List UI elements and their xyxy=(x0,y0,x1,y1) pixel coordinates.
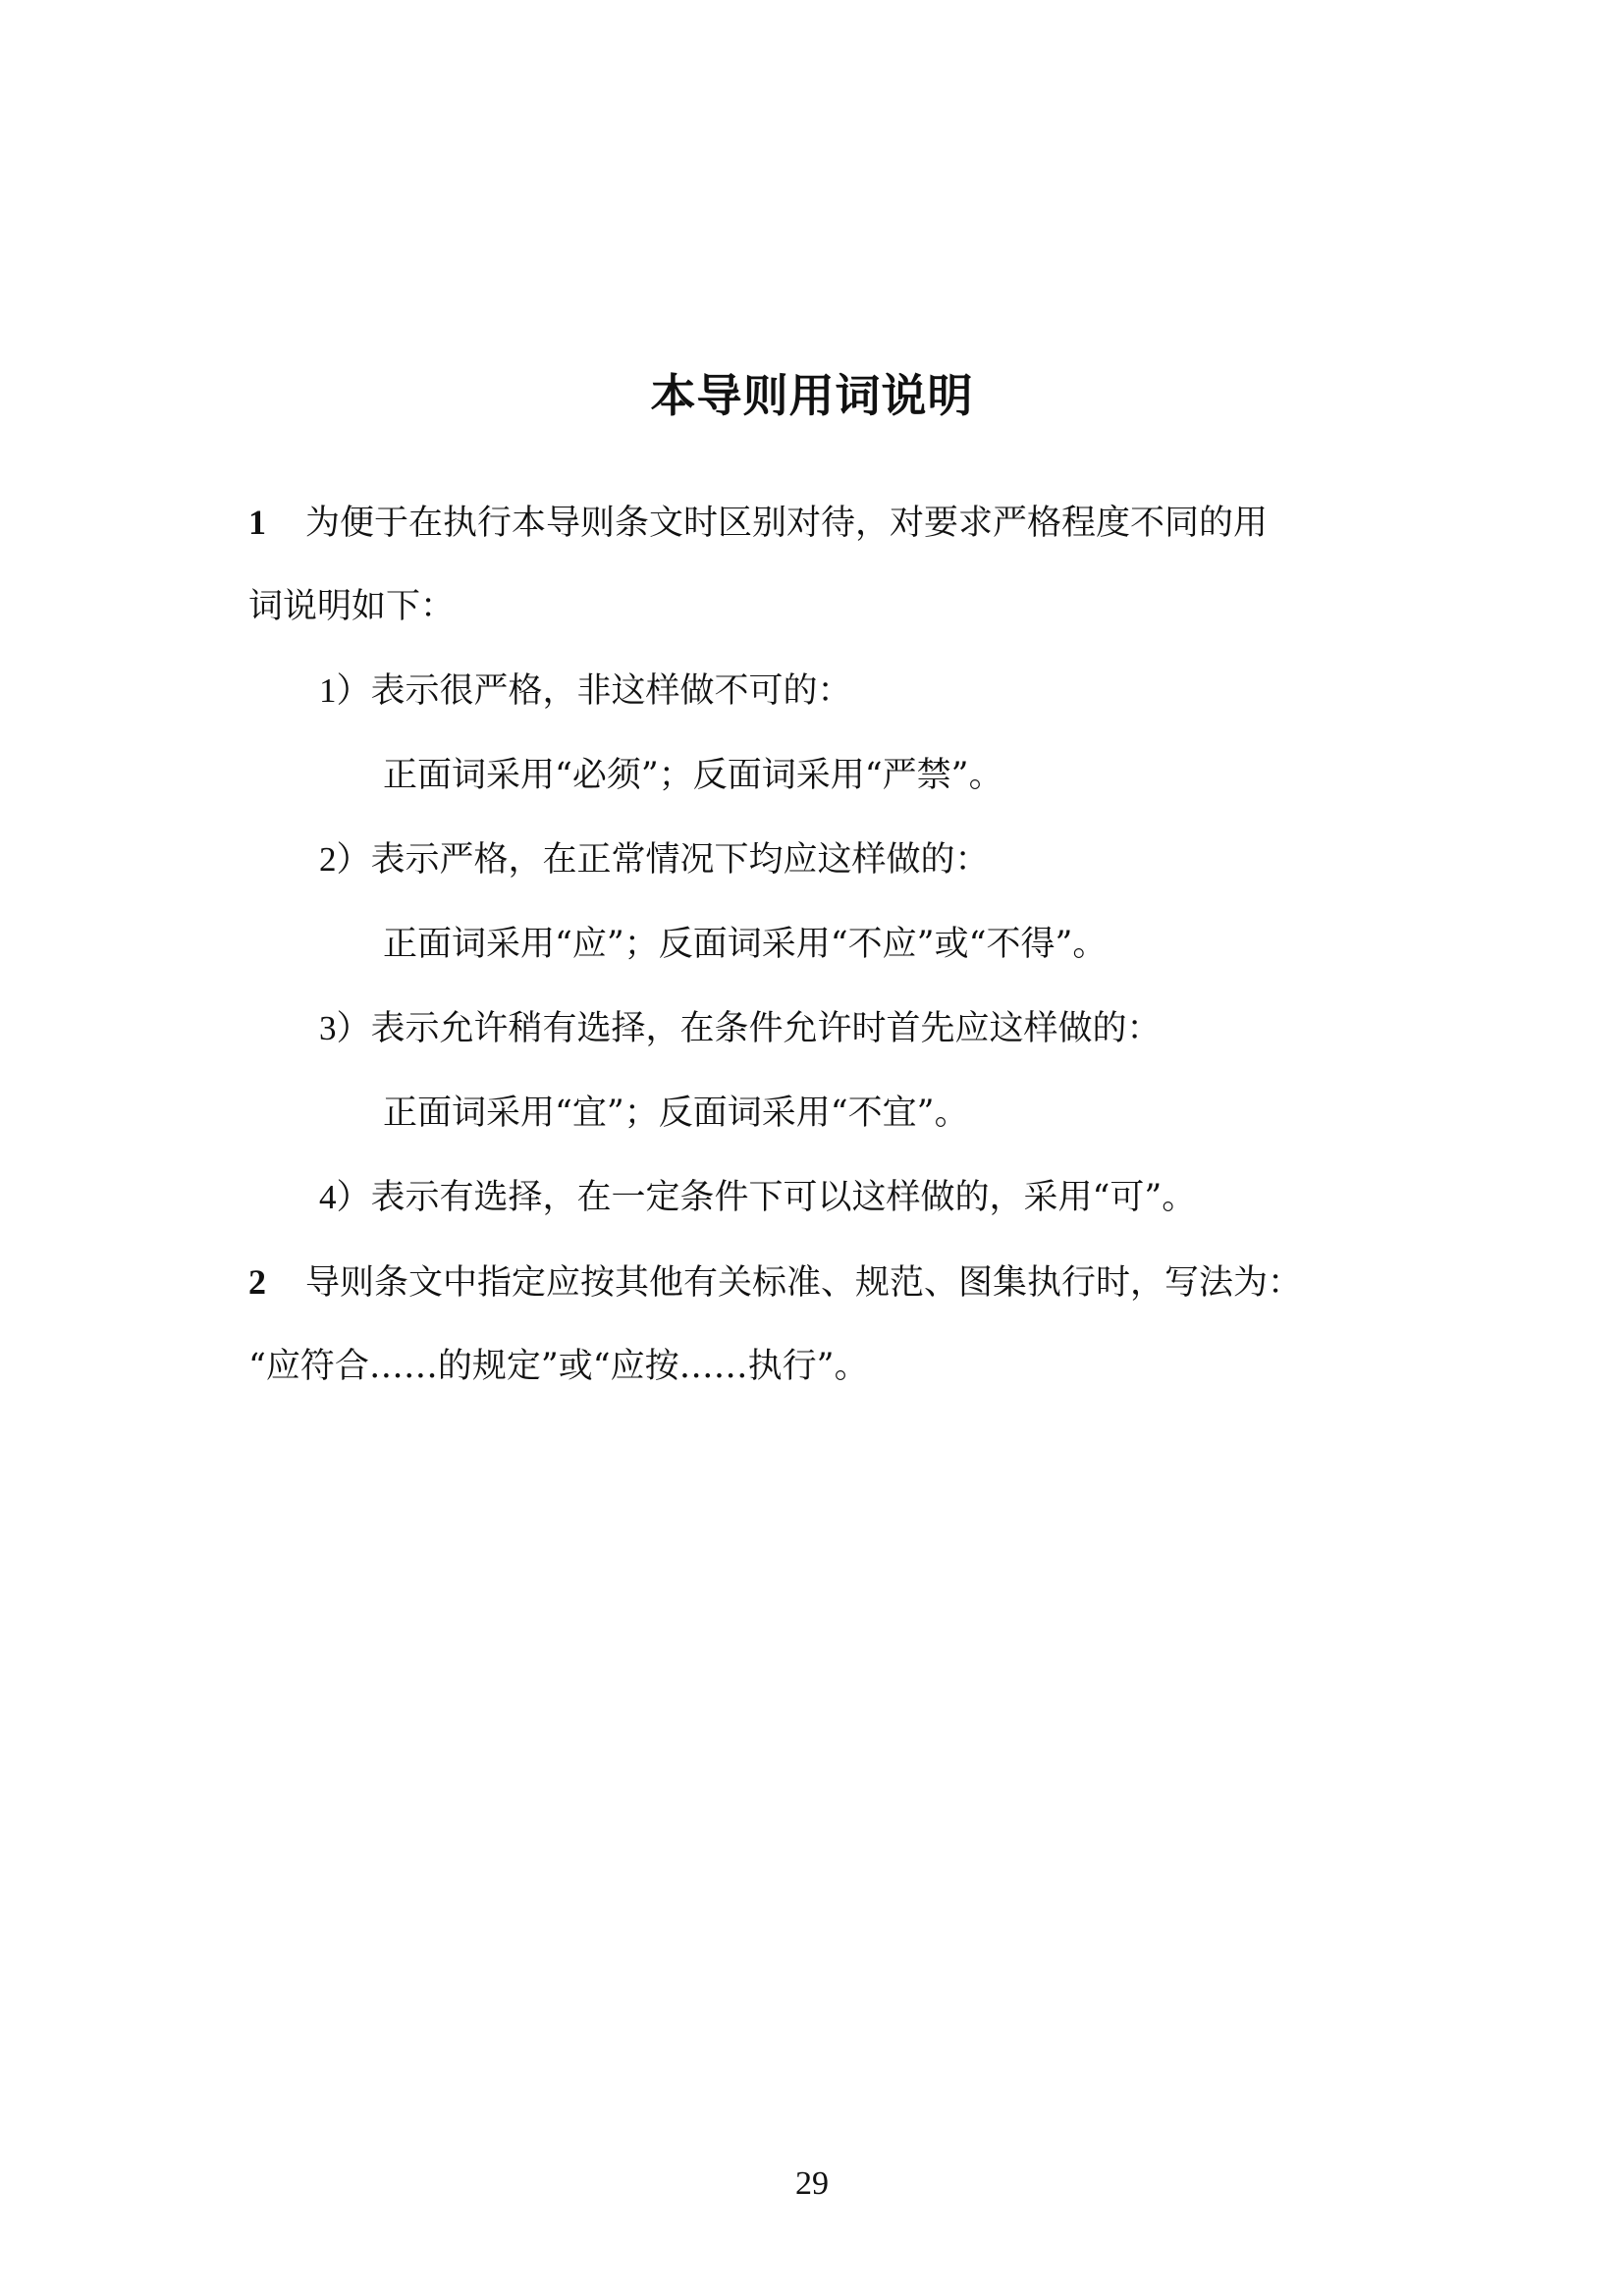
item-1-label: 1） xyxy=(319,671,371,710)
item-1-description-line xyxy=(319,665,852,718)
item-3-description: 表示允许稍有选择，在条件允许时首先应这样做的： xyxy=(370,1009,1162,1048)
item-2-description-line xyxy=(319,833,990,886)
clause-2-text-line-2: “应符合……的规定”或“应按……执行”。 xyxy=(248,1347,869,1386)
clause-1-number: 1 xyxy=(248,503,266,542)
clause-1-text-line-1: 为便于在执行本导则条文时区别对待，对要求严格程度不同的用 xyxy=(305,504,1269,543)
clause-2-line-1 xyxy=(248,1255,1302,1309)
clause-1-line-1 xyxy=(248,496,1268,550)
page-number: 29 xyxy=(795,2165,829,2202)
clause-2-text-line-1: 导则条文中指定应按其他有关标准、规范、图集执行时，写法为： xyxy=(305,1263,1303,1303)
item-3-description-line xyxy=(319,1002,1162,1055)
item-3-label: 3） xyxy=(319,1009,371,1047)
item-2-usage-line xyxy=(383,918,1107,971)
clause-2-line-2 xyxy=(248,1340,869,1393)
clause-1-text-line-2: 词说明如下： xyxy=(248,587,456,626)
item-4-description-line xyxy=(319,1171,1196,1224)
clause-1-line-2 xyxy=(248,580,455,633)
page-title: 本导则用词说明 xyxy=(650,369,974,422)
item-3-usage: 正面词采用“宜”；反面词采用“不宜”。 xyxy=(383,1094,969,1133)
item-1-description: 表示很严格，非这样做不可的： xyxy=(370,671,852,711)
item-2-label: 2） xyxy=(319,840,371,879)
item-1-usage: 正面词采用“必须”；反面词采用“严禁”。 xyxy=(383,756,1003,795)
item-3-usage-line xyxy=(383,1087,969,1140)
item-2-usage: 正面词采用“应”；反面词采用“不应”或“不得”。 xyxy=(383,925,1108,964)
item-1-usage-line xyxy=(383,749,1003,802)
clause-2-number: 2 xyxy=(248,1262,266,1302)
item-4-description: 表示有选择，在一定条件下可以这样做的，采用“可”。 xyxy=(370,1178,1197,1217)
item-4-label: 4） xyxy=(319,1178,371,1216)
item-2-description: 表示严格，在正常情况下均应这样做的： xyxy=(370,840,990,880)
